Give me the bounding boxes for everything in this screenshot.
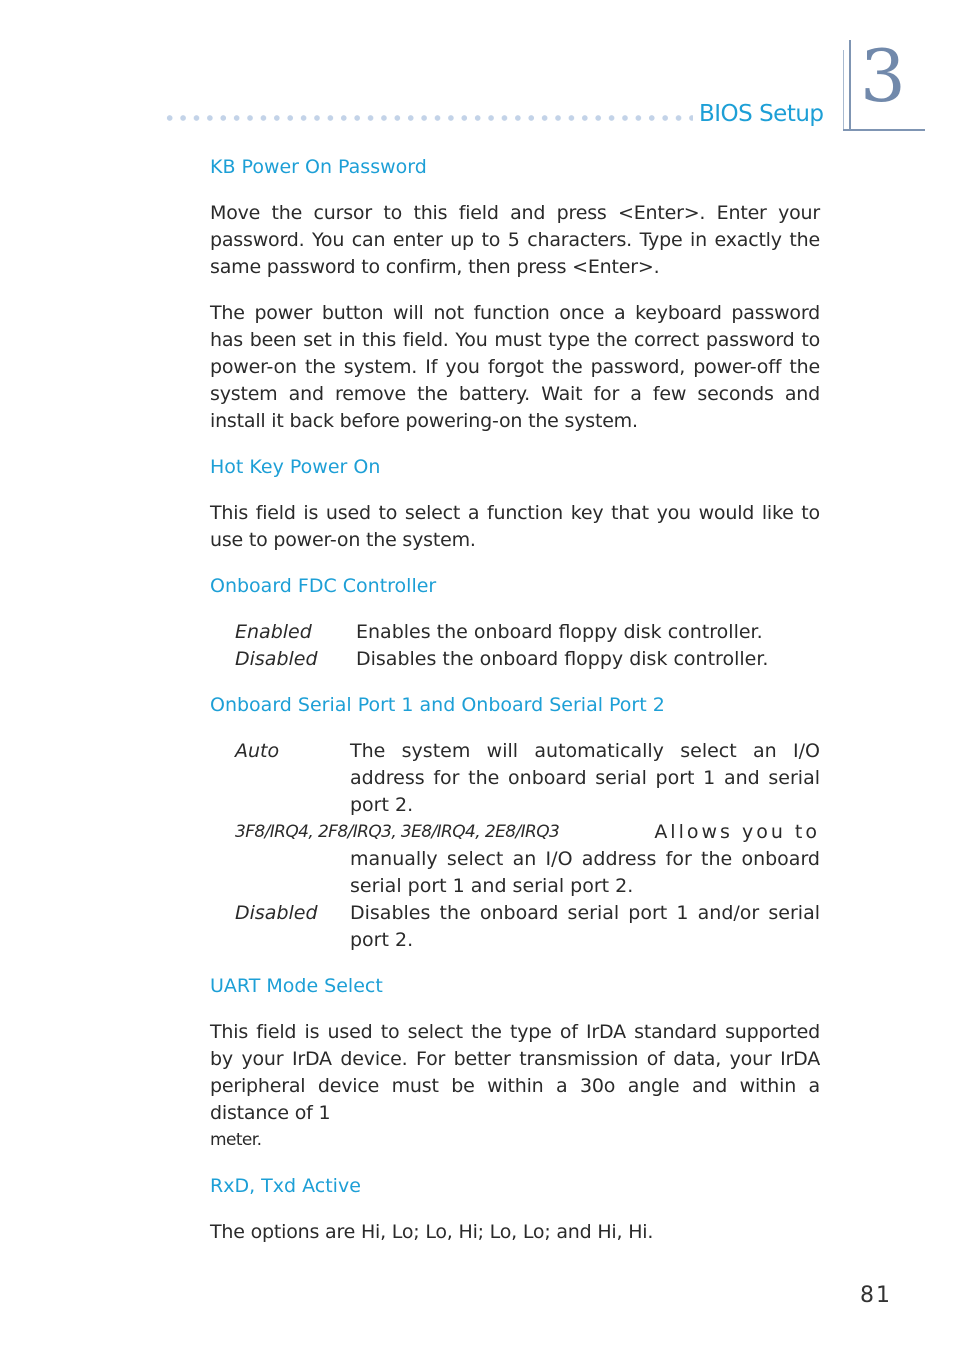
option-desc: Disables the onboard floppy disk controller. xyxy=(356,648,769,670)
page-content xyxy=(210,154,820,1246)
option-term: 3F8/IRQ4, 2F8/IRQ3, 3E8/IRQ4, 2E8/IRQ3 xyxy=(235,822,560,842)
section-hot-key-power-on xyxy=(210,454,820,554)
section-heading: Onboard FDC Controller xyxy=(210,575,437,597)
paragraph-tail: meter. xyxy=(210,1130,262,1150)
header-title: BIOS Setup xyxy=(699,101,824,127)
paragraph: The options are Hi, Lo; Lo, Hi; Lo, Lo; and Hi, Hi. xyxy=(210,1221,654,1243)
option-row xyxy=(235,646,820,673)
chapter-number: 3 xyxy=(860,34,906,118)
section-heading: Onboard Serial Port 1 and Onboard Serial Port 2 xyxy=(210,694,665,716)
section-heading: UART Mode Select xyxy=(210,975,383,997)
paragraph: The power button will not function once a keyboard password has been set in this field. You must type the correct password to power-on the system. If you forgot the password, power-off the system and remove the battery. Wait for a few seconds and install it back before powering-on the system. xyxy=(210,302,820,432)
chapter-tab-line xyxy=(849,40,851,130)
page-number: 81 xyxy=(860,1283,892,1308)
section-onboard-fdc-controller xyxy=(210,573,820,673)
section-kb-power-on-password xyxy=(210,154,820,435)
section-uart-mode-select xyxy=(210,973,820,1154)
paragraph: Move the cursor to this field and press <Enter>. Enter your password. You can enter up to 5 characters. Type in exactly the same password to confirm, then press <Enter>. xyxy=(210,202,820,278)
section-heading: RxD, Txd Active xyxy=(210,1175,361,1197)
section-onboard-serial-ports xyxy=(210,692,820,954)
option-term: Disabled xyxy=(235,902,318,924)
option-row xyxy=(235,900,820,954)
option-row xyxy=(235,619,820,646)
option-desc: manually select an I/O address for the onboard serial port 1 and serial port 2. xyxy=(350,848,820,897)
option-row xyxy=(235,738,820,819)
option-term: Disabled xyxy=(235,648,318,670)
section-heading: Hot Key Power On xyxy=(210,456,381,478)
option-desc: Allows you to xyxy=(654,821,820,843)
option-row xyxy=(235,819,820,846)
chapter-tab-underline xyxy=(843,129,925,131)
section-heading: KB Power On Password xyxy=(210,156,427,178)
header-dot-rule xyxy=(163,114,693,122)
paragraph: This field is used to select the type of IrDA standard supported by your IrDA device. For better transmission of data, your IrDA peripheral device must be within a 30o angle and within a distance of 1 xyxy=(210,1021,820,1124)
option-desc: Disables the onboard serial port 1 and/or serial port 2. xyxy=(350,902,820,951)
option-desc: The system will automatically select an I/O address for the onboard serial port 1 and serial port 2. xyxy=(350,740,820,816)
paragraph: This field is used to select a function key that you would like to use to power-on the system. xyxy=(210,502,820,551)
option-row-continued xyxy=(235,846,820,900)
section-rxd-txd-active xyxy=(210,1173,820,1246)
chapter-tab-inner-line xyxy=(843,50,844,130)
option-desc: Enables the onboard floppy disk controller. xyxy=(356,621,763,643)
option-term: Enabled xyxy=(235,621,312,643)
option-term: Auto xyxy=(235,740,280,762)
